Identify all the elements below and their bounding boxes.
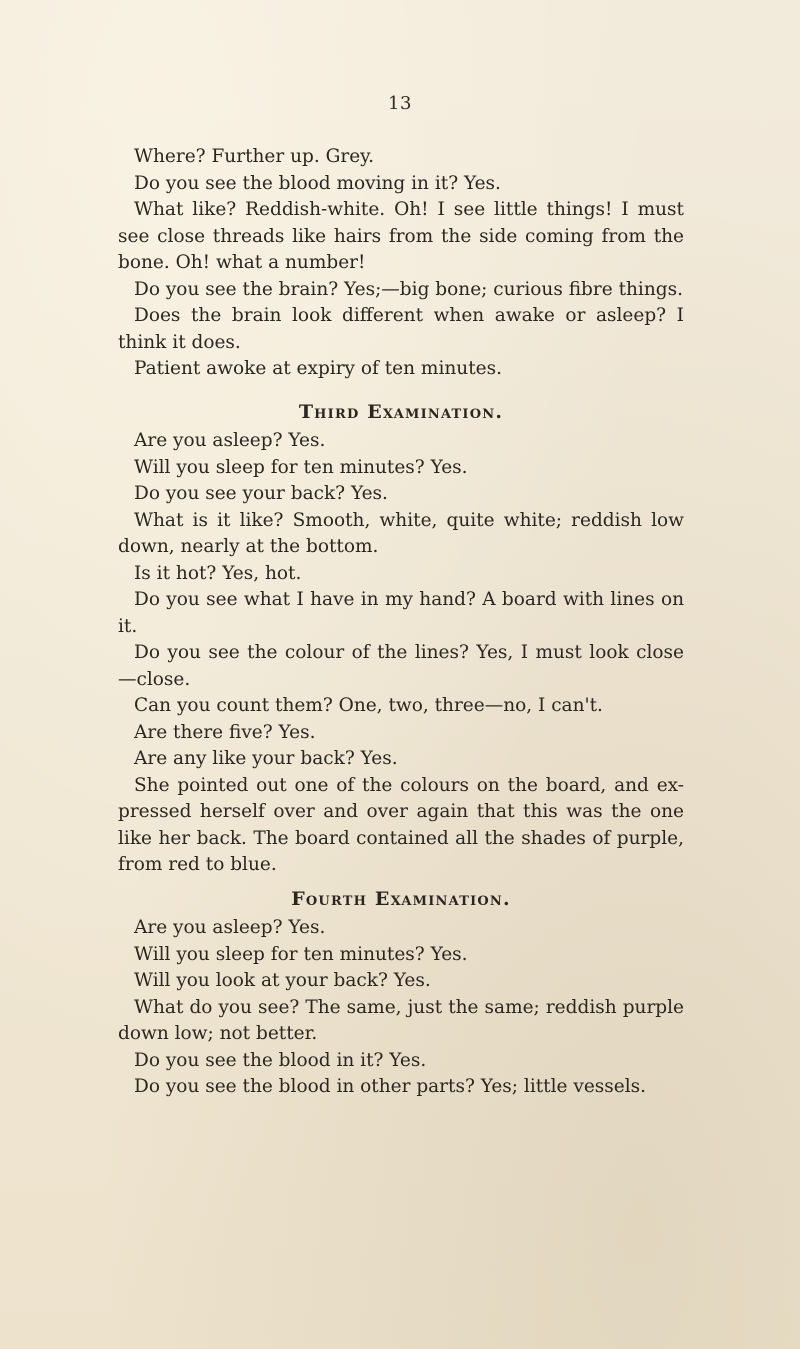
section-heading-fourth-examination: Fourth Examination. [291,887,511,910]
paragraph: Will you look at your back? Yes. [134,970,431,991]
paragraph: Are you asleep? Yes. [134,430,326,451]
paragraph: Are there five? Yes. [134,721,316,743]
paragraph: Does the brain look different when awake or asleep? I think it does. [118,305,684,353]
paragraph: Do you see what I have in my hand? A board with lines on it. [118,589,684,637]
paragraph: Do you see the blood in other parts? Yes; little vessels. [134,1076,646,1097]
paragraph: Can you count them? One, two, three—no, I can't. [134,695,603,716]
paragraph: Do you see the brain? Yes;—big bone; curious fibre things. [134,278,683,300]
paragraph: Patient awoke at expiry of ten minutes. [134,358,502,379]
paragraph: Are you asleep? Yes. [134,917,326,938]
paragraph: Will you sleep for ten minutes? Yes. [134,943,468,965]
paragraph: She pointed out one of the colours on the board, and ex-pressed herself over and over again that this was the one like her back. The board contained all the shades of purple, from red to blue. [118,774,684,875]
paragraph: Do you see the colour of the lines? Yes, I must look close —close. [118,642,684,690]
paragraph: Do you see the blood in it? Yes. [134,1049,427,1071]
page-body [118,144,684,1101]
paragraph: What do you see? The same, just the same; reddish purple down low; not better. [118,996,684,1044]
paragraph: What is it like? Smooth, white, quite white; reddish low down, nearly at the bottom. [118,509,684,557]
paragraph: Will you sleep for ten minutes? Yes. [134,456,468,478]
paragraph: Is it hot? Yes, hot. [134,562,302,584]
paragraph: Are any like your back? Yes. [134,748,398,769]
paragraph: What like? Reddish-white. Oh! I see little things! I must see close threads like hairs from the side coming from the bone. Oh! what a number! [118,199,684,273]
paragraph: Where? Further up. Grey. [134,146,375,167]
section-heading-third-examination: Third Examination. [298,400,504,423]
paragraph: Do you see your back? Yes. [134,483,388,504]
page-number: 13 [388,93,412,114]
paragraph: Do you see the blood moving in it? Yes. [134,172,501,194]
